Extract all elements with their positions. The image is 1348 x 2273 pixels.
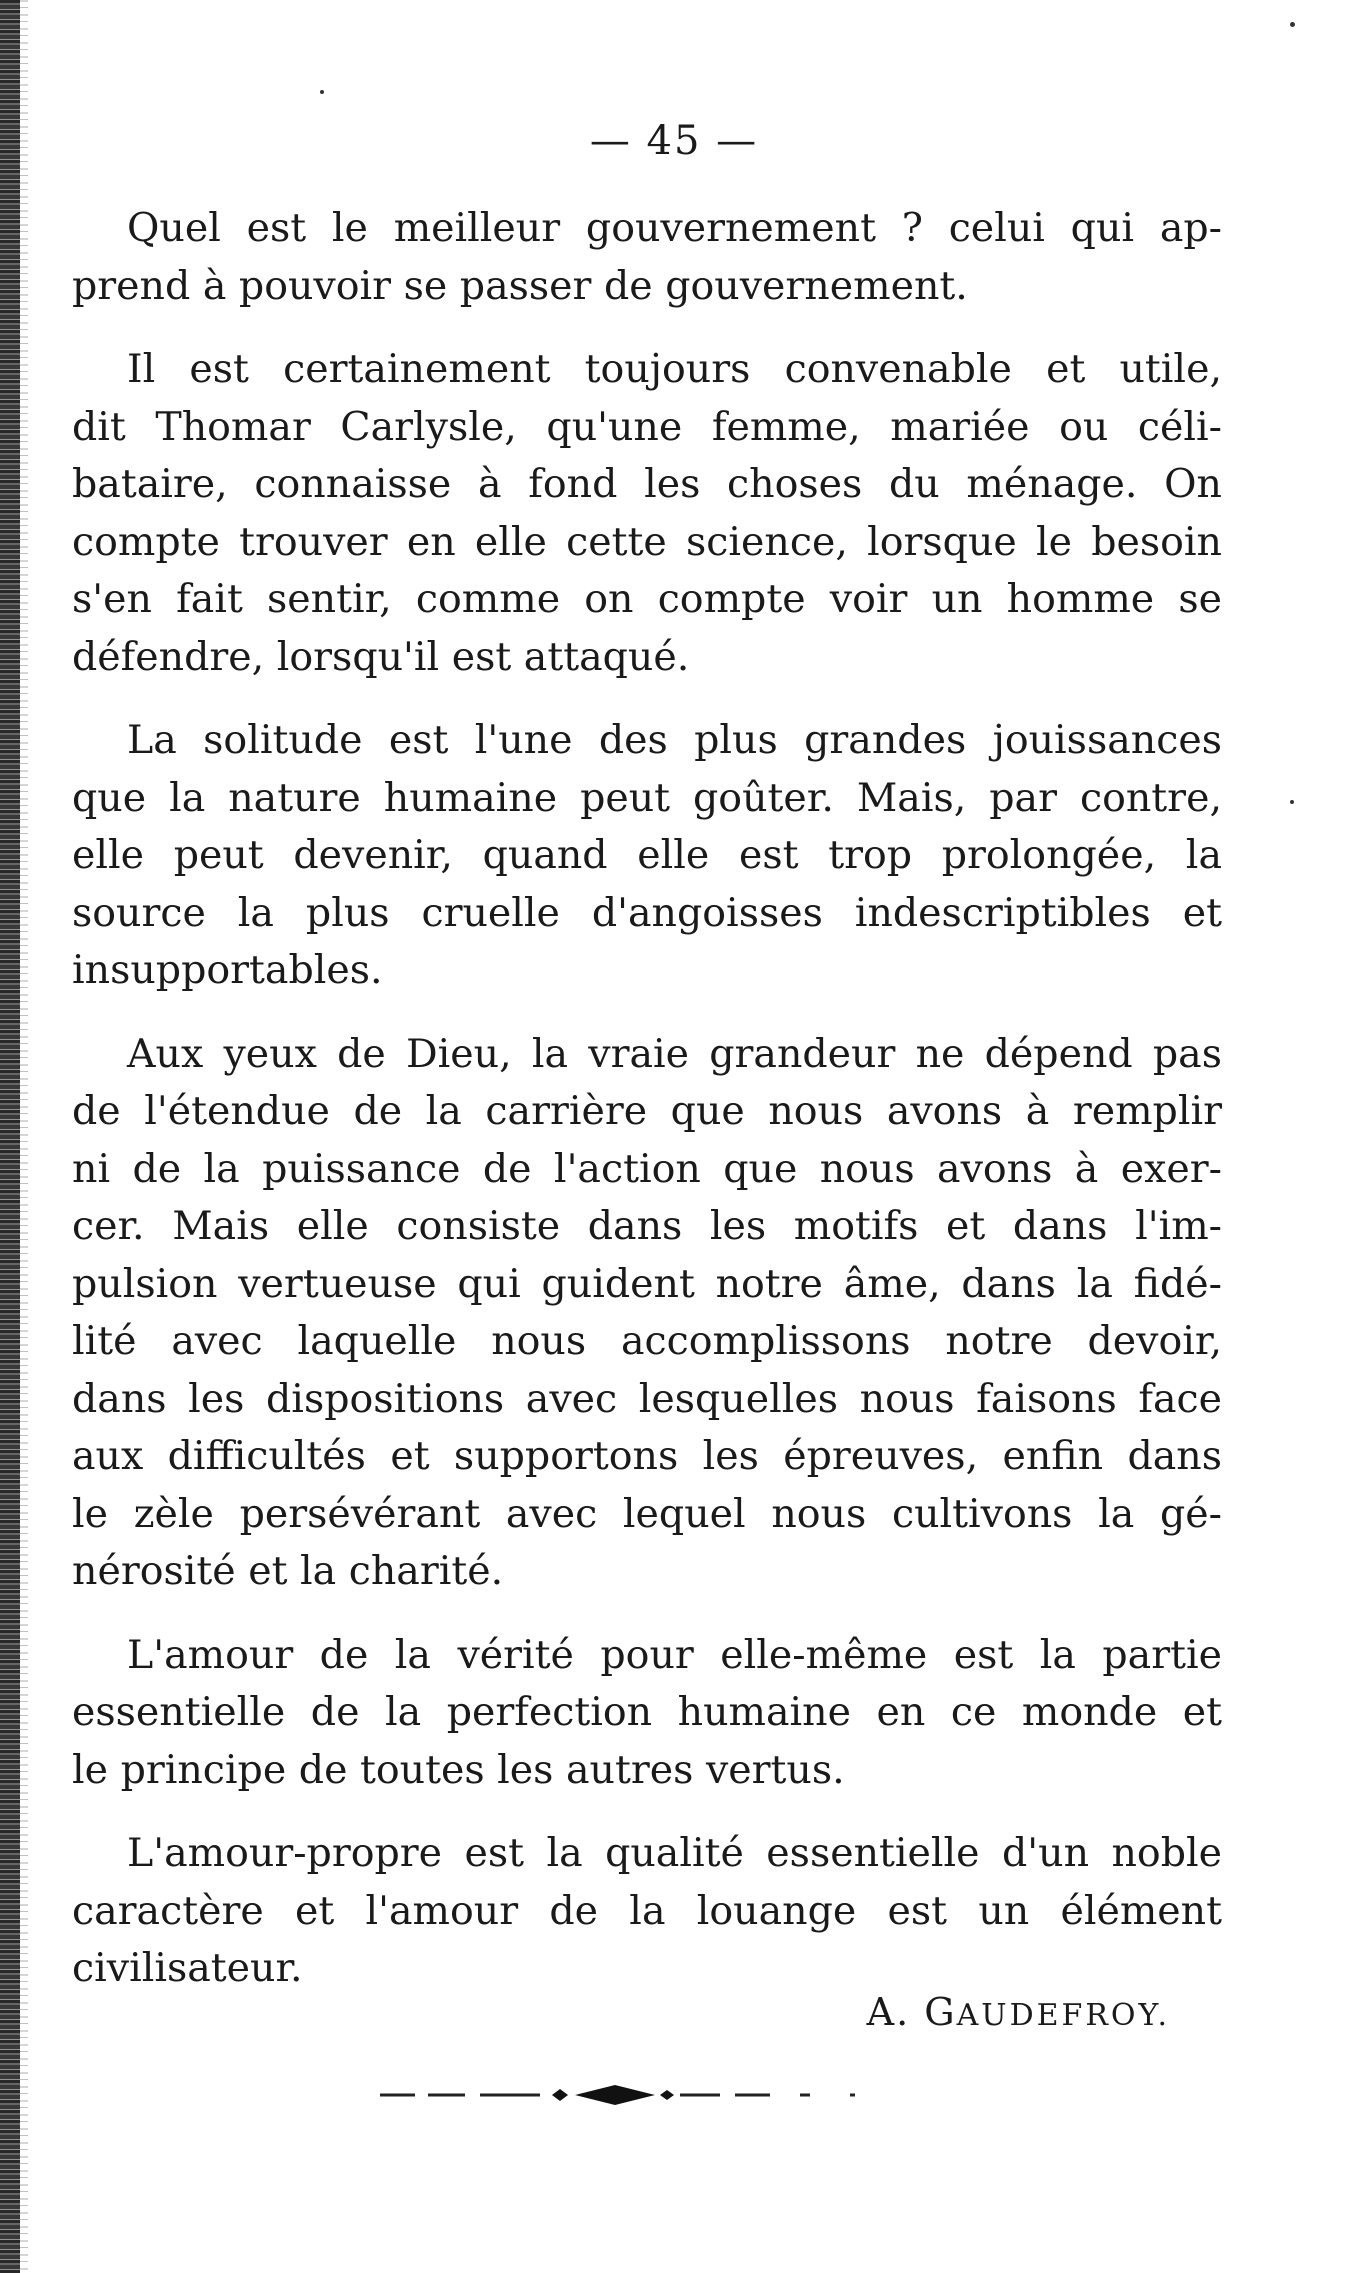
text-line: insupportables. (72, 947, 383, 993)
ink-speck (1290, 800, 1294, 804)
text-line: pulsion vertueuse qui guident notre âme, dans la fidé- (72, 1260, 1222, 1307)
paragraph (72, 341, 1222, 686)
signature-first-letter: G (924, 1990, 957, 2034)
text-line: dans les dispositions avec lesquelles nous faisons face (72, 1375, 1222, 1422)
paragraph (72, 200, 1222, 315)
page-number: — 45 — (589, 118, 759, 164)
text-line: essentielle de la perfection humaine en ce monde et (72, 1689, 1222, 1735)
page-binding-shadow (20, 0, 28, 2273)
text-line: Quel est le meilleur gouvernement ? celui qui ap- (127, 205, 1222, 251)
text-line: elle peut devenir, quand elle est trop prolongée, la (72, 832, 1222, 878)
text-line: ni de la puissance de l'action que nous avons à exer- (72, 1145, 1222, 1192)
text-line: s'en fait sentir, comme on compte voir un homme se (72, 576, 1222, 622)
paragraph (72, 1627, 1222, 1800)
paragraph (72, 1026, 1222, 1601)
signature-rest: AUDEFROY. (956, 1998, 1170, 2033)
text-line: prend à pouvoir se passer de gouvernement. (72, 262, 968, 309)
text-line: défendre, lorsqu'il est attaqué. (72, 633, 690, 680)
diamond-rule-ornament-icon (380, 2080, 880, 2110)
author-signature (867, 1990, 1170, 2034)
text-line: Aux yeux de Dieu, la vraie grandeur ne dépend pas (127, 1030, 1222, 1077)
text-line: L'amour de la vérité pour elle-même est la partie (127, 1631, 1222, 1678)
text-line: le zèle persévérant avec lequel nous cultivons la gé- (72, 1490, 1222, 1537)
signature-initial: A. (866, 1990, 911, 2034)
text-line: L'amour-propre est la qualité essentielle d'un noble (127, 1830, 1222, 1876)
text-line: compte trouver en elle cette science, lorsque le besoin (72, 518, 1222, 565)
text-line: civilisateur. (72, 1945, 303, 1991)
text-line: Il est certainement toujours convenable et utile, (127, 346, 1222, 392)
text-line: caractère et l'amour de la louange est un élément (72, 1887, 1222, 1934)
text-line: que la nature humaine peut goûter. Mais, par contre, (72, 774, 1222, 821)
page-binding-edge (0, 0, 20, 2273)
ink-speck (320, 90, 324, 94)
text-line: dit Thomar Carlysle, qu'une femme, mariée ou céli- (72, 403, 1222, 450)
paragraph (72, 712, 1222, 1000)
text-line: aux difficultés et supportons les épreuves, enfin dans (72, 1433, 1222, 1479)
paragraph (72, 1825, 1222, 1998)
ink-speck (1290, 22, 1295, 27)
text-line: bataire, connaisse à fond les choses du ménage. On (72, 461, 1222, 507)
page-text (72, 200, 1222, 2024)
text-line: lité avec laquelle nous accomplissons notre devoir, (72, 1318, 1222, 1364)
text-line: le principe de toutes les autres vertus. (72, 1746, 845, 1793)
text-line: nérosité et la charité. (72, 1548, 504, 1594)
text-line: source la plus cruelle d'angoisses indescriptibles et (72, 889, 1222, 936)
text-line: cer. Mais elle consiste dans les motifs et dans l'im- (72, 1203, 1222, 1249)
text-line: de l'étendue de la carrière que nous avons à remplir (72, 1088, 1222, 1134)
text-line: La solitude est l'une des plus grandes jouissances (127, 717, 1222, 763)
